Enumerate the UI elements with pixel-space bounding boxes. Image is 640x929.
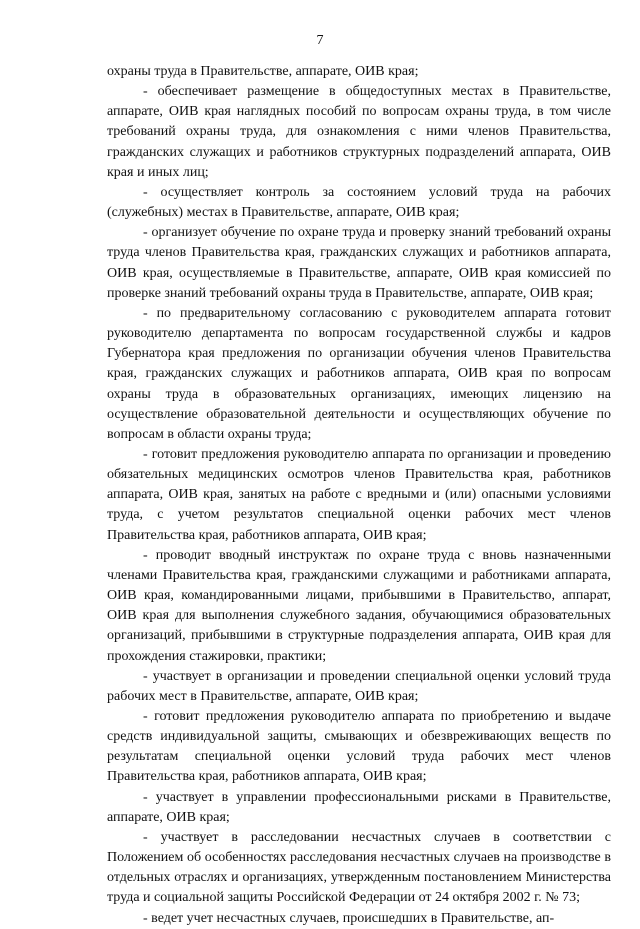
paragraph-accident-records: - ведет учет несчастных случаев, происшедших в Правительстве, ап-: [143, 910, 555, 926]
paragraph-accident-investigation: - участвует в расследовании несчастных случаев в соответствии с Положением об особенностях расследования несчастных случаев на производстве в отдельных отраслях и организациях, утвержденным постановлением Министерства труда и социальной защиты Российской Федерации от 24 октября 2002 г. № 73;: [107, 829, 611, 906]
paragraph-induction-briefing: - проводит вводный инструктаж по охране труда с вновь назначенными членами Правительства края, гражданскими служащими и работниками аппарата, ОИВ края, командированными лицами, прибывшими в Правительство, аппарат, ОИВ края для выполнения служебного задания, обучающимися образовательных организаций, прибывшими в структурные подразделения аппарата, ОИВ края для прохождения стажировки, практики;: [107, 547, 611, 664]
paragraph-special-assessment: - участвует в организации и проведении специальной оценки условий труда рабочих мест в Правительстве, аппарате, ОИВ края;: [107, 668, 611, 704]
paragraph-continuation: охраны труда в Правительстве, аппарате, ОИВ края;: [107, 64, 419, 79]
paragraph-visual-aids: - обеспечивает размещение в общедоступных местах в Правительстве, аппарате, ОИВ края наглядных пособий по вопросам охраны труда, в том числе требований охраны труда, для ознакомления с ними членов Правительства, гражданских служащих и работников структурных подразделений аппарата, ОИВ края и иных лиц;: [107, 84, 611, 180]
paragraph-working-conditions-control: - осуществляет контроль за состоянием условий труда на рабочих (служебных) местах в Правительстве, аппарате, ОИВ края;: [107, 184, 611, 221]
paragraph-risk-management: - участвует в управлении профессиональными рисками в Правительстве, аппарате, ОИВ края;: [107, 789, 611, 825]
paragraph-medical-examinations: - готовит предложения руководителю аппарата по организации и проведению обязательных медицинских осмотров членов Правительства края, работников аппарата, ОИВ края, занятых на работе с вредными и (или) опасными условиями труда, с учетом результатов специальной оценки рабочих мест членов Правительства края, работников аппарата, ОИВ края;: [107, 446, 611, 543]
document-body: [107, 62, 611, 929]
page-number: 7: [316, 33, 324, 48]
paragraph-training-proposals: - по предварительному согласованию с руководителем аппарата готовит руководителю департамента по вопросам государственной службы и кадров Губернатора края предложения по организации обучения членов Правительства края, гражданских служащих и работников аппарата, ОИВ края по вопросам охраны труда в образовательных организациях, имеющих лицензию на осуществление образовательной деятельности и осуществляющих обучение по вопросам в области охраны труда;: [107, 305, 611, 442]
paragraph-protective-equipment: - готовит предложения руководителю аппарата по приобретению и выдаче средств индивидуальной защиты, смывающих и обезвреживающих веществ по результатам специальной оценки условий труда рабочих мест членов Правительства края, работников аппарата, ОИВ края;: [107, 709, 611, 785]
paragraph-training-organization: - организует обучение по охране труда и проверку знаний требований охраны труда членов Правительства края, гражданских служащих и работников аппарата, ОИВ края, осуществляемые в Правительстве, аппарате, ОИВ края комиссией по проверке знаний требований охраны труда в Правительстве, аппарате, ОИВ края;: [107, 225, 611, 301]
